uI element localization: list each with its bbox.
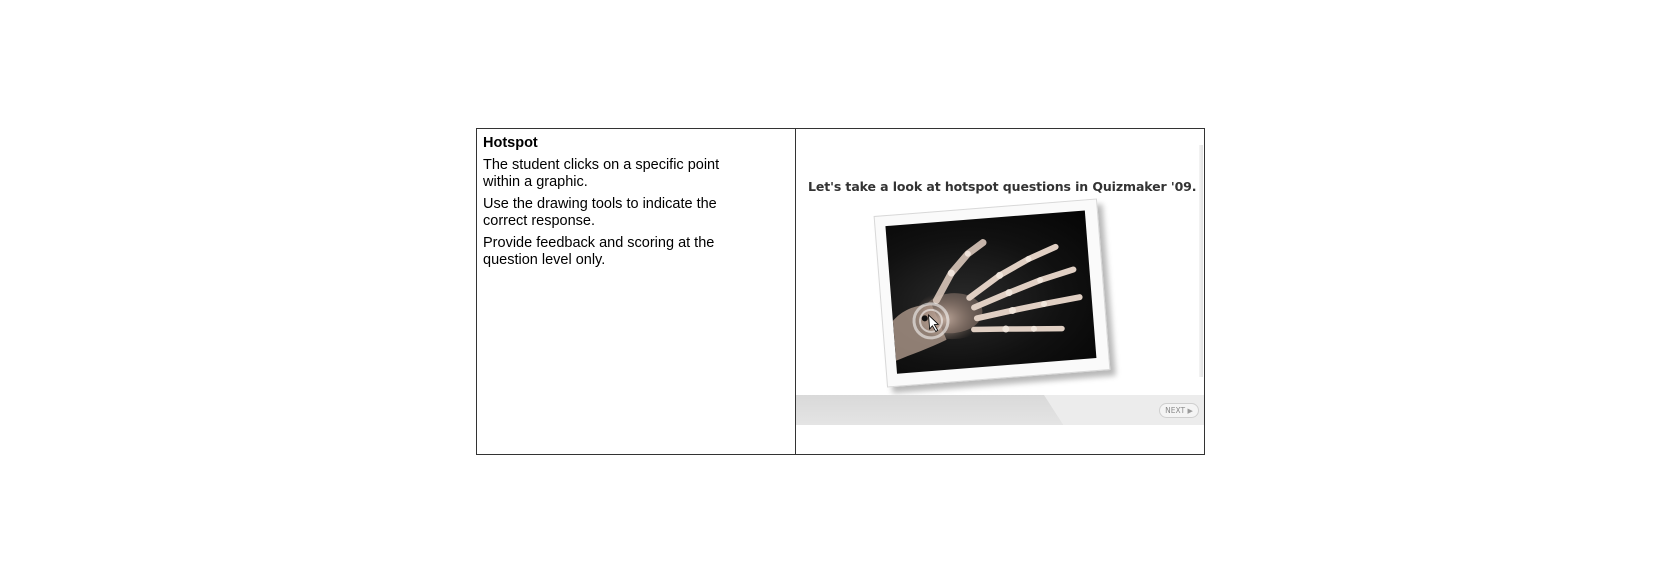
- hand-xray-image[interactable]: [885, 210, 1096, 373]
- slide-scroll-edge: [1199, 145, 1203, 377]
- screenshot-cell: [796, 129, 1204, 454]
- feature-heading: Hotspot: [483, 135, 538, 151]
- description-paragraph: The student clicks on a specific point within a graphic.: [483, 157, 720, 190]
- play-arrow-icon: ▶: [1187, 407, 1193, 415]
- description-cell: [477, 129, 796, 454]
- photo-frame: [874, 198, 1111, 387]
- description-paragraph: Use the drawing tools to indicate the correct response.: [483, 196, 717, 229]
- slide-footer-bar: [796, 395, 1204, 425]
- feature-table: [476, 128, 1205, 455]
- slide-title: Let's take a look at hotspot questions in Quizmaker '09.: [808, 179, 1197, 194]
- quiz-slide-screenshot: [796, 129, 1204, 425]
- next-button[interactable]: [1159, 403, 1199, 418]
- hand-xray-graphic: [885, 210, 1096, 373]
- description-paragraph: Provide feedback and scoring at the question level only.: [483, 235, 715, 268]
- next-label: NEXT: [1165, 406, 1186, 415]
